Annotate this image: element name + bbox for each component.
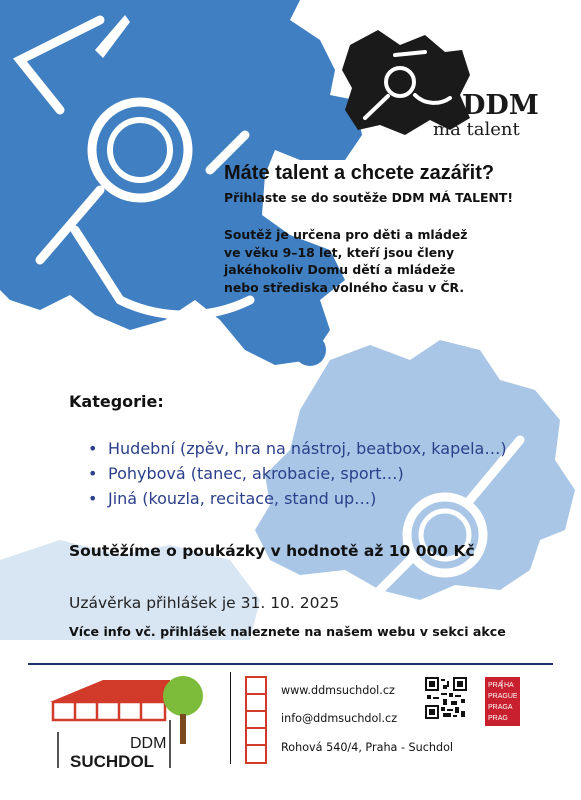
more-info-text: Více info vč. přihlášek naleznete na našem webu v sekci akce <box>69 624 506 639</box>
top-splash <box>0 0 362 378</box>
praha-logo-text: PRA <box>488 682 503 689</box>
logo-ddm-text: DDM <box>130 735 167 752</box>
bullet-icon: • <box>88 439 98 458</box>
category-item <box>88 461 507 486</box>
intro-line: ve věku 9–18 let, kteří jsou členy <box>224 244 455 260</box>
categories-list <box>88 436 507 511</box>
logo-suchdol-text: SUCHDOL <box>70 752 155 771</box>
email-link[interactable]: info@ddmsuchdol.cz <box>281 712 398 725</box>
praha-logo <box>485 677 520 726</box>
bullet-icon: • <box>88 489 98 508</box>
intro-line: nebo střediska volného času v ČR. <box>224 279 465 295</box>
qr-code-icon[interactable] <box>425 677 467 719</box>
categories-title: Kategorie: <box>69 392 164 411</box>
deadline-text: Uzávěrka přihlášek je 31. 10. 2025 <box>69 594 340 612</box>
praha-logo-text: PRAGA <box>488 704 513 711</box>
intro-line: Soutěž je určena pro děti a mládež <box>224 227 468 242</box>
bullet-icon: • <box>88 464 98 483</box>
praha-logo-text: PRAG <box>488 715 508 722</box>
ddm-suchdol-logo <box>48 672 218 772</box>
subheadline: Přihlaste se do soutěže DDM MÁ TALENT! <box>224 190 513 205</box>
intro-line: jakéhokoliv Domu dětí a mládeže <box>224 262 456 277</box>
category-item <box>88 436 507 461</box>
tower-icon <box>245 676 267 764</box>
brand-title: DDM <box>462 90 539 121</box>
brand-subtitle: má talent <box>433 119 520 140</box>
category-item <box>88 486 507 511</box>
prize-text: Soutěžíme o poukázky v hodnotě až 10 000 Kč <box>69 542 475 560</box>
address-text: Rohová 540/4, Praha - Suchdol <box>281 741 454 754</box>
category-label: Jiná (kouzla, recitace, stand up…) <box>108 489 377 508</box>
category-label: Pohybová (tanec, akrobacie, sport…) <box>108 464 404 483</box>
praha-logo-text: PRAGUE <box>488 693 518 700</box>
category-label: Hudební (zpěv, hra na nástroj, beatbox, kapela…) <box>108 439 507 458</box>
praha-logo-text: HA <box>504 682 514 689</box>
headline: Máte talent a chcete zazářit? <box>224 162 495 184</box>
footer-divider <box>28 663 553 665</box>
footer-separator <box>230 672 231 764</box>
website-link[interactable]: www.ddmsuchdol.cz <box>281 684 395 697</box>
intro-text <box>224 226 524 296</box>
